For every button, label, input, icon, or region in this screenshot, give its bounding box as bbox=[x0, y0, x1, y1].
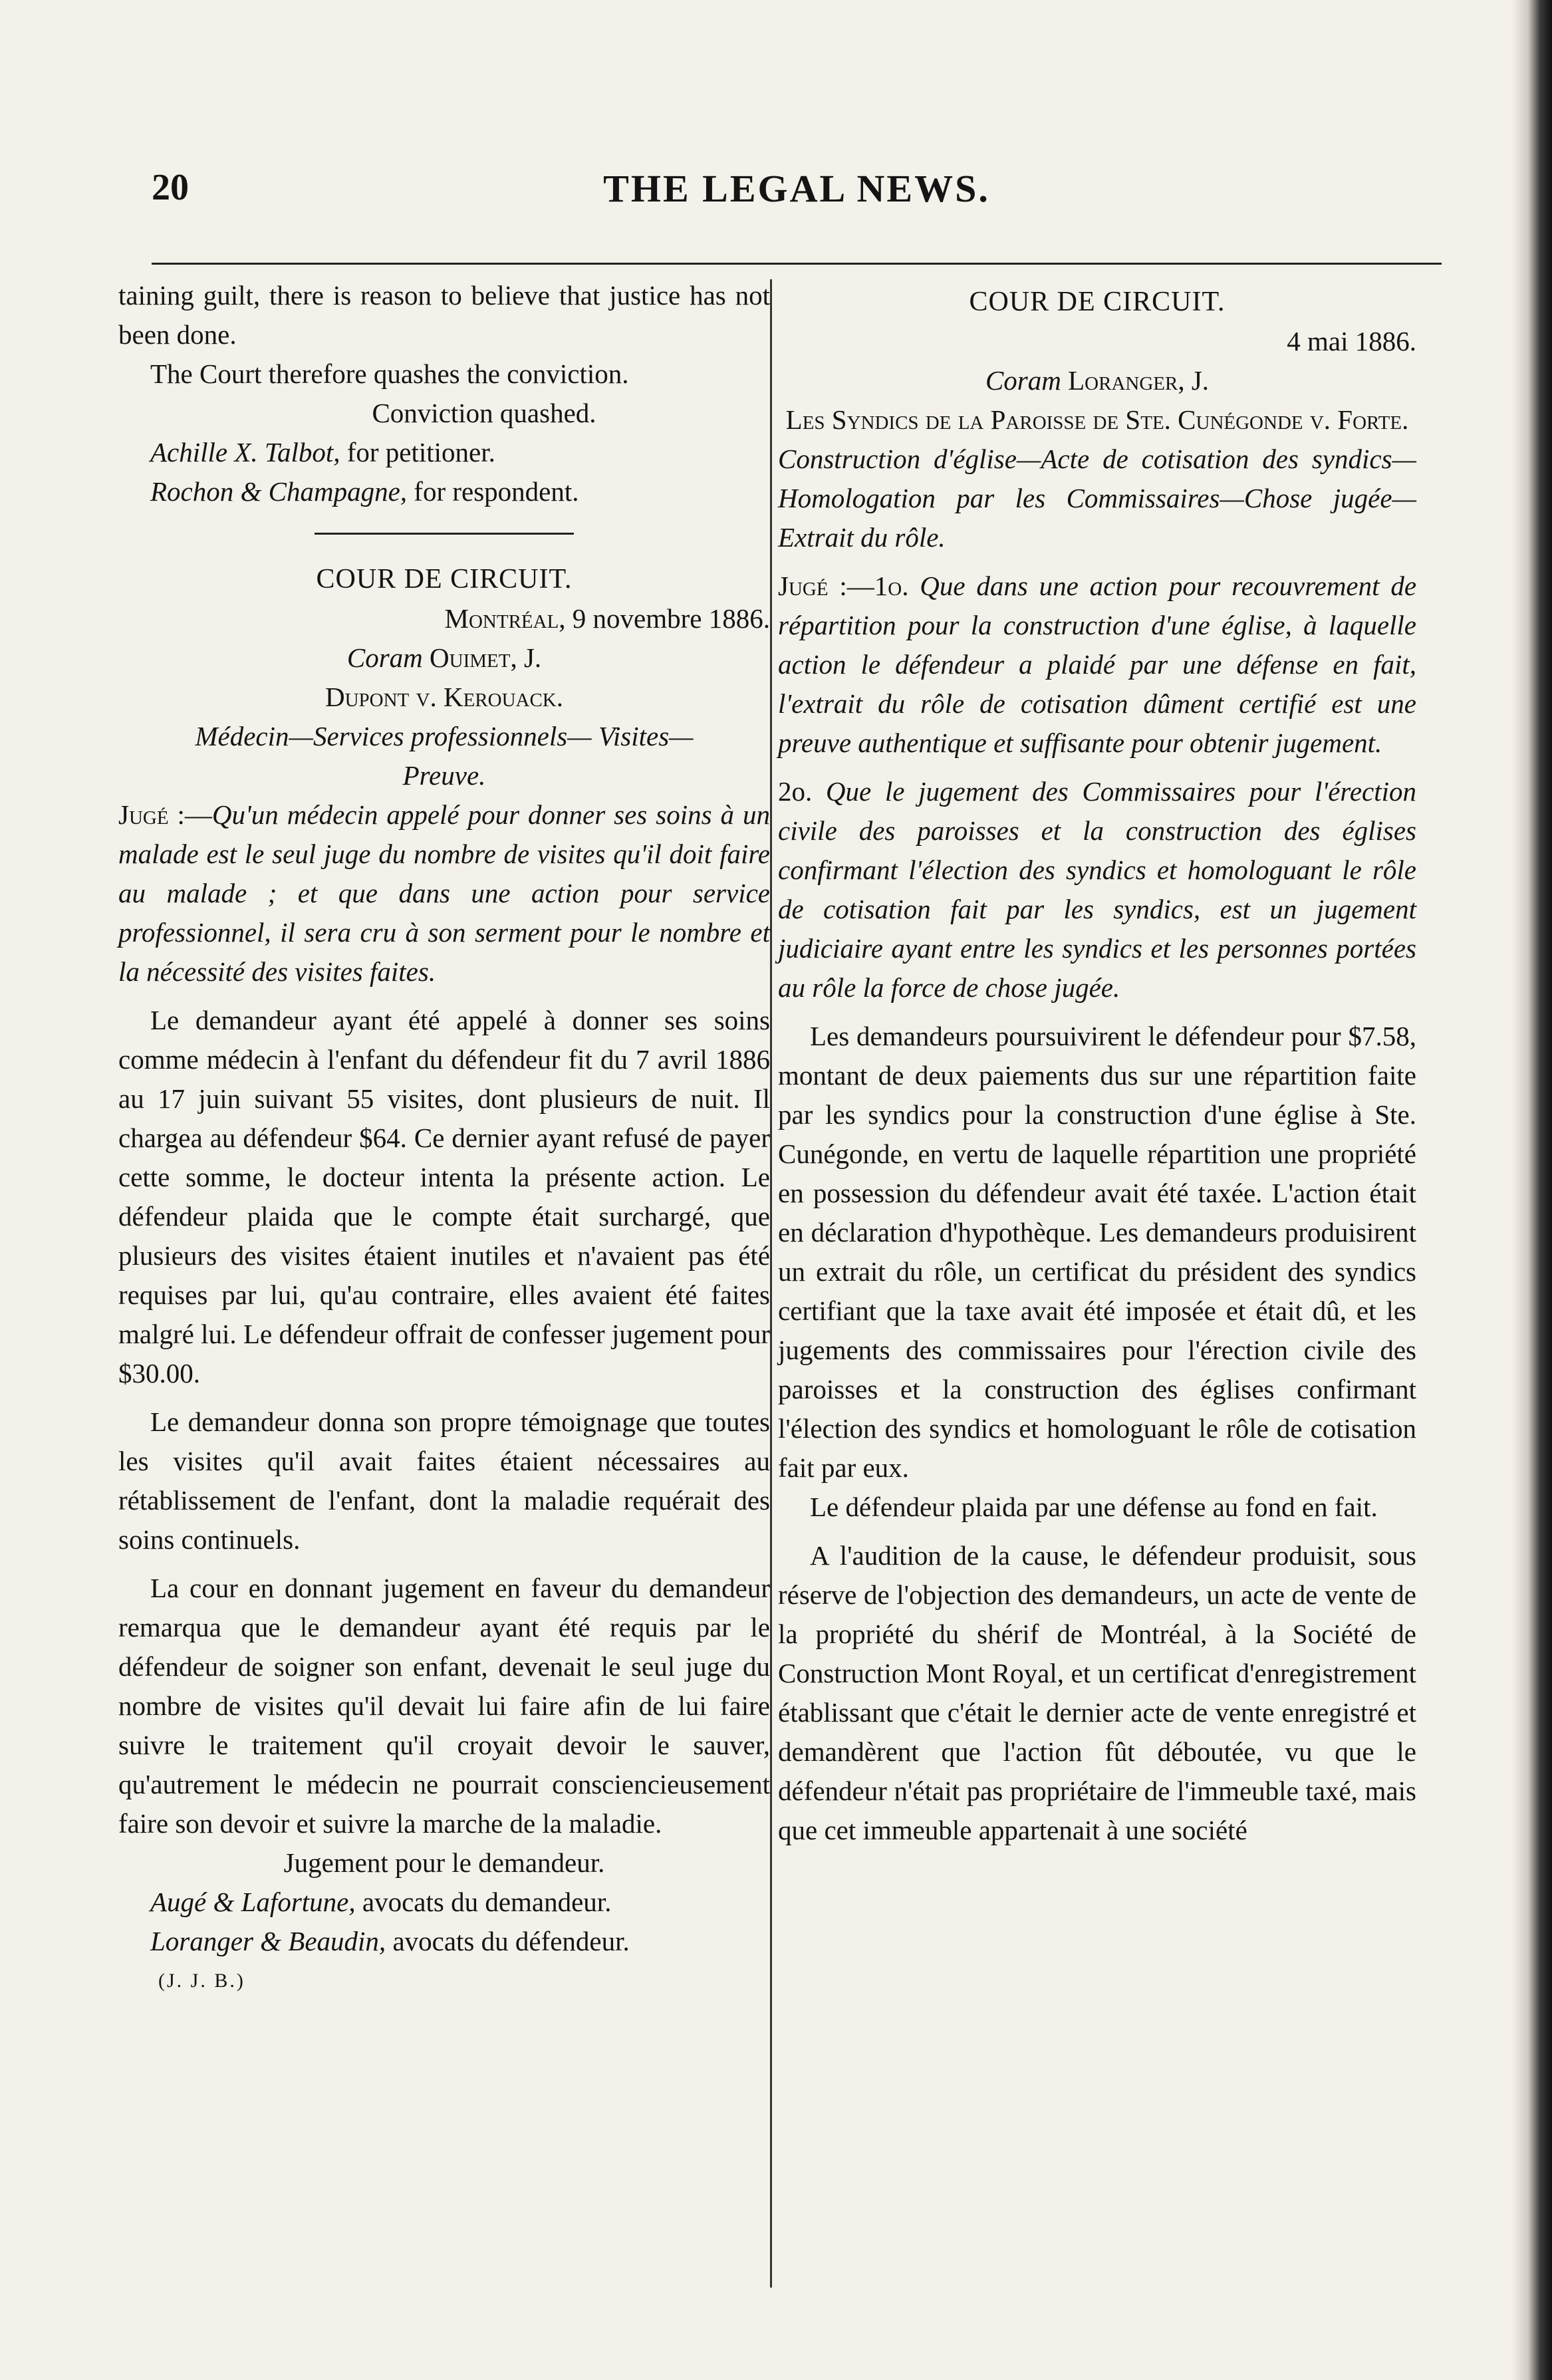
paragraph: Le demandeur ayant été appelé à donner ses soins comme médecin à l'enfant du défendeur fit du 7 avril 1886 au 17 juin suivant 55 visites, dont plusieurs de nuit. Il chargea au défendeur $64. Ce dernier ayant refusé de payer cette somme, le docteur intenta la présente action. Le défendeur plaida que le compte était surchargé, que plusieurs des visites étaient inutiles et n'avaient pas été requises par lui, qu'au contraire, elles avaient été faites malgré lui. Le défendeur offrait de confesser jugement pour $30.00. bbox=[118, 1005, 770, 1388]
coram-line bbox=[778, 361, 1416, 400]
running-title: THE LEGAL NEWS. bbox=[603, 167, 990, 210]
coram-line bbox=[118, 638, 770, 678]
section-rule bbox=[315, 533, 574, 535]
judge-name: Ouimet, J. bbox=[430, 642, 542, 673]
holding-text: Que dans une action pour recouvrement de répartition pour la construction d'une église, à laquelle action le défendeur a plaidé par une défense en fait, l'extrait du rôle de cotisation dûment certifié est une preuve authentique et suffisante pour obtenir jugement. bbox=[778, 571, 1417, 758]
counsel-plaintiff bbox=[118, 1883, 770, 1922]
coram-word: Coram bbox=[346, 642, 423, 673]
juge-label: Jugé :—1o. bbox=[778, 571, 909, 601]
case-parties: Dupont v. Kerouack. bbox=[324, 682, 563, 712]
holding-text: Qu'un médecin appelé pour donner ses soins à un malade est le seul juge du nombre de visites qu'il doit faire au malade ; et que dans une action pour service professionnel, il sera cru à son serment pour le nombre et la nécessité des visites faites. bbox=[118, 799, 770, 987]
counsel-name: Rochon & Champagne, bbox=[150, 476, 408, 507]
counsel-respondent bbox=[118, 472, 770, 511]
case-date: 4 mai 1886. bbox=[1287, 326, 1416, 356]
counsel-name: Augé & Lafortune, bbox=[150, 1887, 356, 1917]
case-place-date bbox=[118, 599, 770, 638]
header-rule bbox=[152, 263, 1442, 265]
case-parties: Les Syndics de la Paroisse de Ste. Cunégonde v. Forte. bbox=[785, 404, 1409, 435]
holding-label: 2o. bbox=[778, 776, 813, 807]
paragraph: Le défendeur plaida par une défense au fond en fait. bbox=[810, 1492, 1378, 1522]
page-number: 20 bbox=[152, 167, 189, 208]
reporter-initials: (J. J. B.) bbox=[158, 1970, 245, 1992]
place: Montréal, bbox=[444, 603, 566, 634]
page-header bbox=[152, 166, 1442, 233]
paragraph: Les demandeurs poursuivirent le défendeur pour $7.58, montant de deux paiements dus sur une répartition faite par les syndics pour la construction d'une église à Ste. Cunégonde, en vertu de laquelle répartition une propriété en possession du défendeur avait été taxée. L'action était en déclaration d'hypothèque. Les demandeurs produisirent un extrait du rôle, un certificat du président des syndics certifiant que la taxe avait été imposée et était dû, et les jugements des commissaires pour l'érection civile des paroisses et la construction des églises confirmant l'élection des syndics et homologuant le rôle de cotisation fait par eux. bbox=[778, 1021, 1416, 1483]
court-title: COUR DE CIRCUIT. bbox=[316, 564, 573, 595]
conviction-quashed: Conviction quashed. bbox=[372, 398, 596, 428]
column-divider bbox=[770, 279, 772, 2288]
holding-1 bbox=[778, 567, 1416, 763]
counsel-name: Achille X. Talbot, bbox=[150, 437, 340, 467]
headnote: Construction d'église—Acte de cotisation des syndics—Homologation par les Commissaires—Chose jugée—Extrait du rôle. bbox=[778, 444, 1416, 553]
court-title: COUR DE CIRCUIT. bbox=[969, 287, 1226, 317]
counsel-name: Loranger & Beaudin, bbox=[150, 1926, 386, 1956]
counsel-defendant bbox=[118, 1922, 770, 1961]
holding-text: Que le jugement des Commissaires pour l'érection civile des paroisses et la construction des églises confirmant l'élection des syndics et homologuant le rôle de cotisation fait par les syndics, est un jugement judiciaire ayant entre les syndics et les personnes portées au rôle la force de chose jugée. bbox=[778, 776, 1417, 1003]
judgment-line: Jugement pour le demandeur. bbox=[283, 1847, 605, 1878]
holding bbox=[118, 795, 770, 992]
counsel-role: avocats du demandeur. bbox=[362, 1887, 612, 1917]
quash-statement: The Court therefore quashes the conviction. bbox=[150, 358, 629, 389]
right-column bbox=[778, 276, 1416, 1850]
date: 9 novembre 1886. bbox=[572, 603, 770, 634]
juge-label: Jugé :— bbox=[118, 799, 212, 830]
continuation-paragraph: taining guilt, there is reason to believe that justice has not been done. bbox=[118, 280, 770, 350]
page-edge-shadow bbox=[1512, 0, 1552, 2380]
counsel-role: for respondent. bbox=[414, 476, 579, 507]
headnote: Médecin—Services professionnels— Visites— Preuve. bbox=[195, 721, 694, 791]
paragraph: La cour en donnant jugement en faveur du demandeur remarqua que le demandeur ayant été requis par le défendeur de soigner son enfant, devenait le seul juge du nombre de visites qu'il devait lui faire afin de lui faire suivre le traitement qu'il croyait devoir le sauver, qu'autrement le médecin ne pourrait consciencieusement faire son devoir et suivre la marche de la maladie. bbox=[118, 1573, 770, 1839]
coram-word: Coram bbox=[985, 365, 1061, 396]
paragraph: A l'audition de la cause, le défendeur produisit, sous réserve de l'objection des demandeurs, un acte de vente de la propriété du shérif de Montréal, à la Société de Construction Mont Royal, et un certificat d'enregistrement établissant que c'était le dernier acte de vente enregistré et demandèrent que l'action fût déboutée, vu que le défendeur n'était pas propriétaire de l'immeuble taxé, mais que cet immeuble appartenait à une société bbox=[778, 1540, 1416, 1845]
holding-2 bbox=[778, 772, 1416, 1007]
judge-name: Loranger, J. bbox=[1068, 365, 1210, 396]
counsel-role: for petitioner. bbox=[346, 437, 495, 467]
left-column bbox=[118, 276, 770, 2000]
counsel-petitioner bbox=[118, 433, 770, 472]
paragraph: Le demandeur donna son propre témoignage que toutes les visites qu'il avait faites étaient nécessaires au rétablissement de l'enfant, dont la maladie requérait des soins continuels. bbox=[118, 1406, 770, 1555]
counsel-role: avocats du défendeur. bbox=[392, 1926, 630, 1956]
